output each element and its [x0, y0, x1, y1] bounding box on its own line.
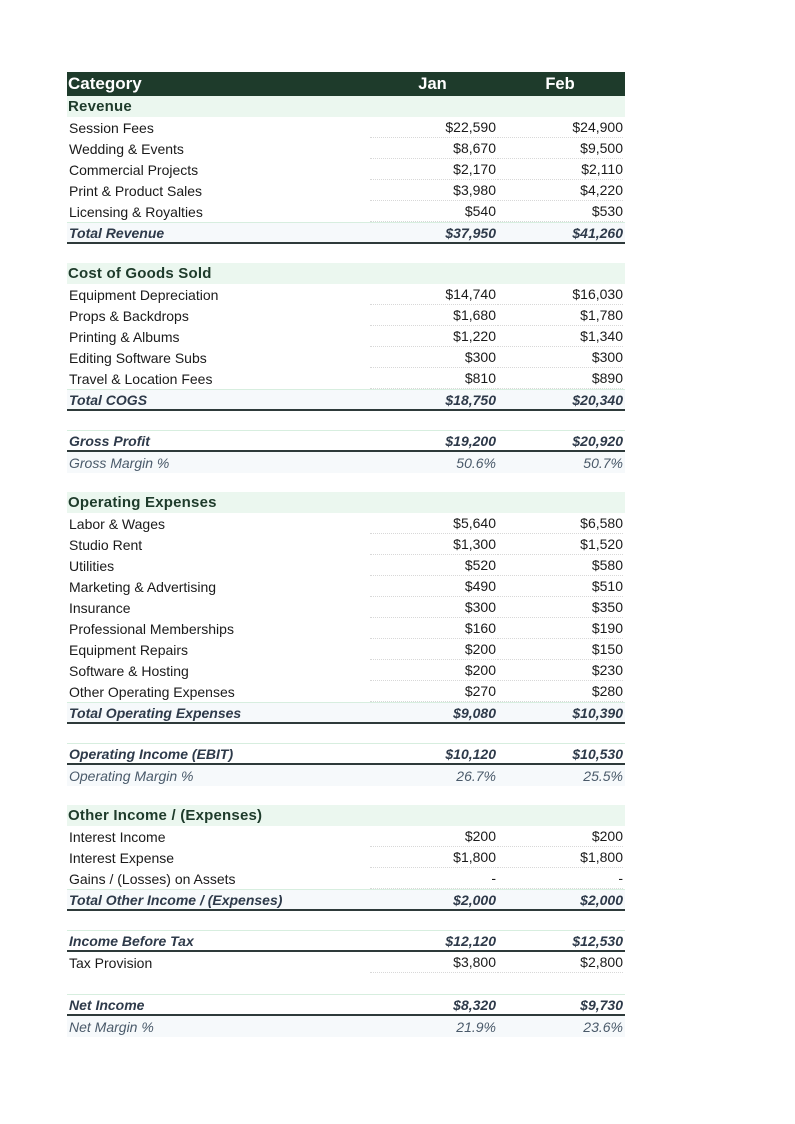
total-opex-row: [67, 702, 625, 724]
jan-value: $2,170: [370, 159, 496, 180]
operating-margin-row: [67, 765, 625, 786]
row-label: Equipment Depreciation: [69, 286, 219, 303]
total-other-row: [67, 889, 625, 911]
feb-value: $20,340: [572, 391, 623, 408]
header-feb: Feb: [545, 74, 575, 93]
table-header: [67, 72, 625, 96]
feb-value: $10,390: [572, 704, 623, 721]
row-label: Insurance: [69, 599, 131, 616]
spacer: [67, 786, 625, 805]
jan-value: $3,980: [370, 180, 496, 201]
row-label: Total Operating Expenses: [69, 704, 242, 721]
feb-value: $350: [497, 597, 623, 618]
jan-value: $810: [370, 368, 496, 389]
spacer: [67, 911, 625, 930]
row-label: Labor & Wages: [69, 515, 165, 532]
table-row: [67, 159, 625, 180]
table-row: [67, 347, 625, 368]
section-title: Cost of Goods Sold: [68, 265, 212, 282]
table-row: [67, 618, 625, 639]
jan-value: $5,640: [370, 513, 496, 534]
jan-value: $37,950: [445, 224, 496, 241]
total-cogs-row: [67, 389, 625, 411]
row-label: Wedding & Events: [69, 140, 184, 157]
row-label: Interest Income: [69, 828, 166, 845]
total-revenue-row: [67, 222, 625, 244]
feb-value: $1,520: [497, 534, 623, 555]
row-label: Commercial Projects: [69, 161, 199, 178]
feb-value: $530: [497, 201, 623, 222]
jan-value: $9,080: [453, 704, 496, 721]
feb-value: $1,780: [497, 305, 623, 326]
section-title: Other Income / (Expenses): [68, 807, 263, 824]
income-before-tax-row: [67, 930, 625, 952]
row-label: Net Income: [69, 996, 145, 1013]
row-label: Licensing & Royalties: [69, 203, 203, 220]
jan-value: $270: [370, 681, 496, 702]
table-row: [67, 639, 625, 660]
row-label: Income Before Tax: [69, 932, 194, 949]
feb-value: 25.5%: [583, 767, 623, 784]
row-label: Other Operating Expenses: [69, 683, 235, 700]
feb-value: $280: [497, 681, 623, 702]
feb-value: 23.6%: [583, 1018, 623, 1035]
income-statement-table: [67, 72, 625, 1037]
feb-value: $9,730: [580, 996, 623, 1013]
feb-value: $300: [497, 347, 623, 368]
jan-value: $12,120: [445, 932, 496, 949]
table-row: [67, 513, 625, 534]
row-label: Marketing & Advertising: [69, 578, 217, 595]
row-label: Gains / (Losses) on Assets: [69, 870, 236, 887]
table-row: [67, 117, 625, 138]
jan-value: $10,120: [445, 745, 496, 762]
section-title: Operating Expenses: [68, 494, 217, 511]
spacer: [67, 244, 625, 263]
feb-value: $16,030: [497, 284, 623, 305]
jan-value: $19,200: [445, 432, 496, 449]
spacer: [67, 724, 625, 743]
jan-value: $14,740: [370, 284, 496, 305]
row-label: Professional Memberships: [69, 620, 234, 637]
feb-value: $2,000: [580, 891, 623, 908]
feb-value: $890: [497, 368, 623, 389]
row-label: Gross Profit: [69, 432, 150, 449]
table-row: [67, 576, 625, 597]
row-label: Travel & Location Fees: [69, 370, 213, 387]
section-cogs: [67, 263, 625, 284]
feb-value: $510: [497, 576, 623, 597]
jan-value: $8,320: [453, 996, 496, 1013]
tax-provision-row: [67, 952, 625, 973]
row-label: Software & Hosting: [69, 662, 189, 679]
header-jan: Jan: [418, 74, 447, 93]
jan-value: 21.9%: [456, 1018, 496, 1035]
feb-value: $24,900: [497, 117, 623, 138]
row-label: Interest Expense: [69, 849, 175, 866]
feb-value: $580: [497, 555, 623, 576]
table-row: [67, 555, 625, 576]
jan-value: 50.6%: [456, 454, 496, 471]
jan-value: $2,000: [453, 891, 496, 908]
feb-value: $20,920: [572, 432, 623, 449]
row-label: Editing Software Subs: [69, 349, 207, 366]
jan-value: $1,800: [370, 847, 496, 868]
table-row: [67, 368, 625, 389]
table-row: [67, 868, 625, 889]
jan-value: 26.7%: [456, 767, 496, 784]
jan-value: $200: [370, 660, 496, 681]
feb-value: $1,340: [497, 326, 623, 347]
row-label: Total COGS: [69, 391, 148, 408]
jan-value: $18,750: [445, 391, 496, 408]
spacer: [67, 411, 625, 430]
feb-value: $1,800: [497, 847, 623, 868]
jan-value: $200: [370, 639, 496, 660]
feb-value: $230: [497, 660, 623, 681]
jan-value: $8,670: [370, 138, 496, 159]
row-label: Equipment Repairs: [69, 641, 189, 658]
net-margin-row: [67, 1016, 625, 1037]
section-title: Revenue: [68, 98, 132, 115]
section-revenue: [67, 96, 625, 117]
row-label: Net Margin %: [69, 1018, 154, 1035]
feb-value: $4,220: [497, 180, 623, 201]
jan-value: $490: [370, 576, 496, 597]
jan-value: $160: [370, 618, 496, 639]
feb-value: $190: [497, 618, 623, 639]
jan-value: $200: [370, 826, 496, 847]
row-label: Printing & Albums: [69, 328, 180, 345]
row-label: Studio Rent: [69, 536, 143, 553]
row-label: Total Revenue: [69, 224, 165, 241]
jan-value: $22,590: [370, 117, 496, 138]
gross-profit-row: [67, 430, 625, 452]
feb-value: $200: [497, 826, 623, 847]
section-opex: [67, 492, 625, 513]
row-label: Utilities: [69, 557, 115, 574]
row-label: Props & Backdrops: [69, 307, 189, 324]
feb-value: $9,500: [497, 138, 623, 159]
row-label: Gross Margin %: [69, 454, 170, 471]
feb-value: $150: [497, 639, 623, 660]
section-other: [67, 805, 625, 826]
jan-value: $520: [370, 555, 496, 576]
net-income-row: [67, 994, 625, 1016]
gross-margin-row: [67, 452, 625, 473]
ebit-row: [67, 743, 625, 765]
feb-value: $2,110: [497, 159, 623, 180]
row-label: Operating Income (EBIT): [69, 745, 234, 762]
jan-value: $300: [370, 347, 496, 368]
jan-value: $300: [370, 597, 496, 618]
row-label: Total Other Income / (Expenses): [69, 891, 283, 908]
header-category: Category: [68, 74, 142, 93]
feb-value: -: [497, 868, 623, 889]
jan-value: $1,300: [370, 534, 496, 555]
table-row: [67, 305, 625, 326]
table-row: [67, 284, 625, 305]
table-row: [67, 826, 625, 847]
row-label: Tax Provision: [69, 954, 153, 971]
table-row: [67, 534, 625, 555]
spacer: [67, 973, 625, 994]
feb-value: $6,580: [497, 513, 623, 534]
table-row: [67, 660, 625, 681]
feb-value: $12,530: [572, 932, 623, 949]
row-label: Print & Product Sales: [69, 182, 203, 199]
jan-value: $540: [370, 201, 496, 222]
feb-value: $10,530: [572, 745, 623, 762]
spacer: [67, 473, 625, 492]
feb-value: $41,260: [572, 224, 623, 241]
feb-value: 50.7%: [583, 454, 623, 471]
table-row: [67, 138, 625, 159]
table-row: [67, 201, 625, 222]
row-label: Session Fees: [69, 119, 154, 136]
row-label: Operating Margin %: [69, 767, 194, 784]
table-row: [67, 326, 625, 347]
table-row: [67, 681, 625, 702]
jan-value: $1,680: [370, 305, 496, 326]
jan-value: -: [370, 868, 496, 889]
jan-value: $3,800: [370, 952, 496, 973]
table-row: [67, 180, 625, 201]
table-row: [67, 597, 625, 618]
table-row: [67, 847, 625, 868]
jan-value: $1,220: [370, 326, 496, 347]
feb-value: $2,800: [497, 952, 623, 973]
